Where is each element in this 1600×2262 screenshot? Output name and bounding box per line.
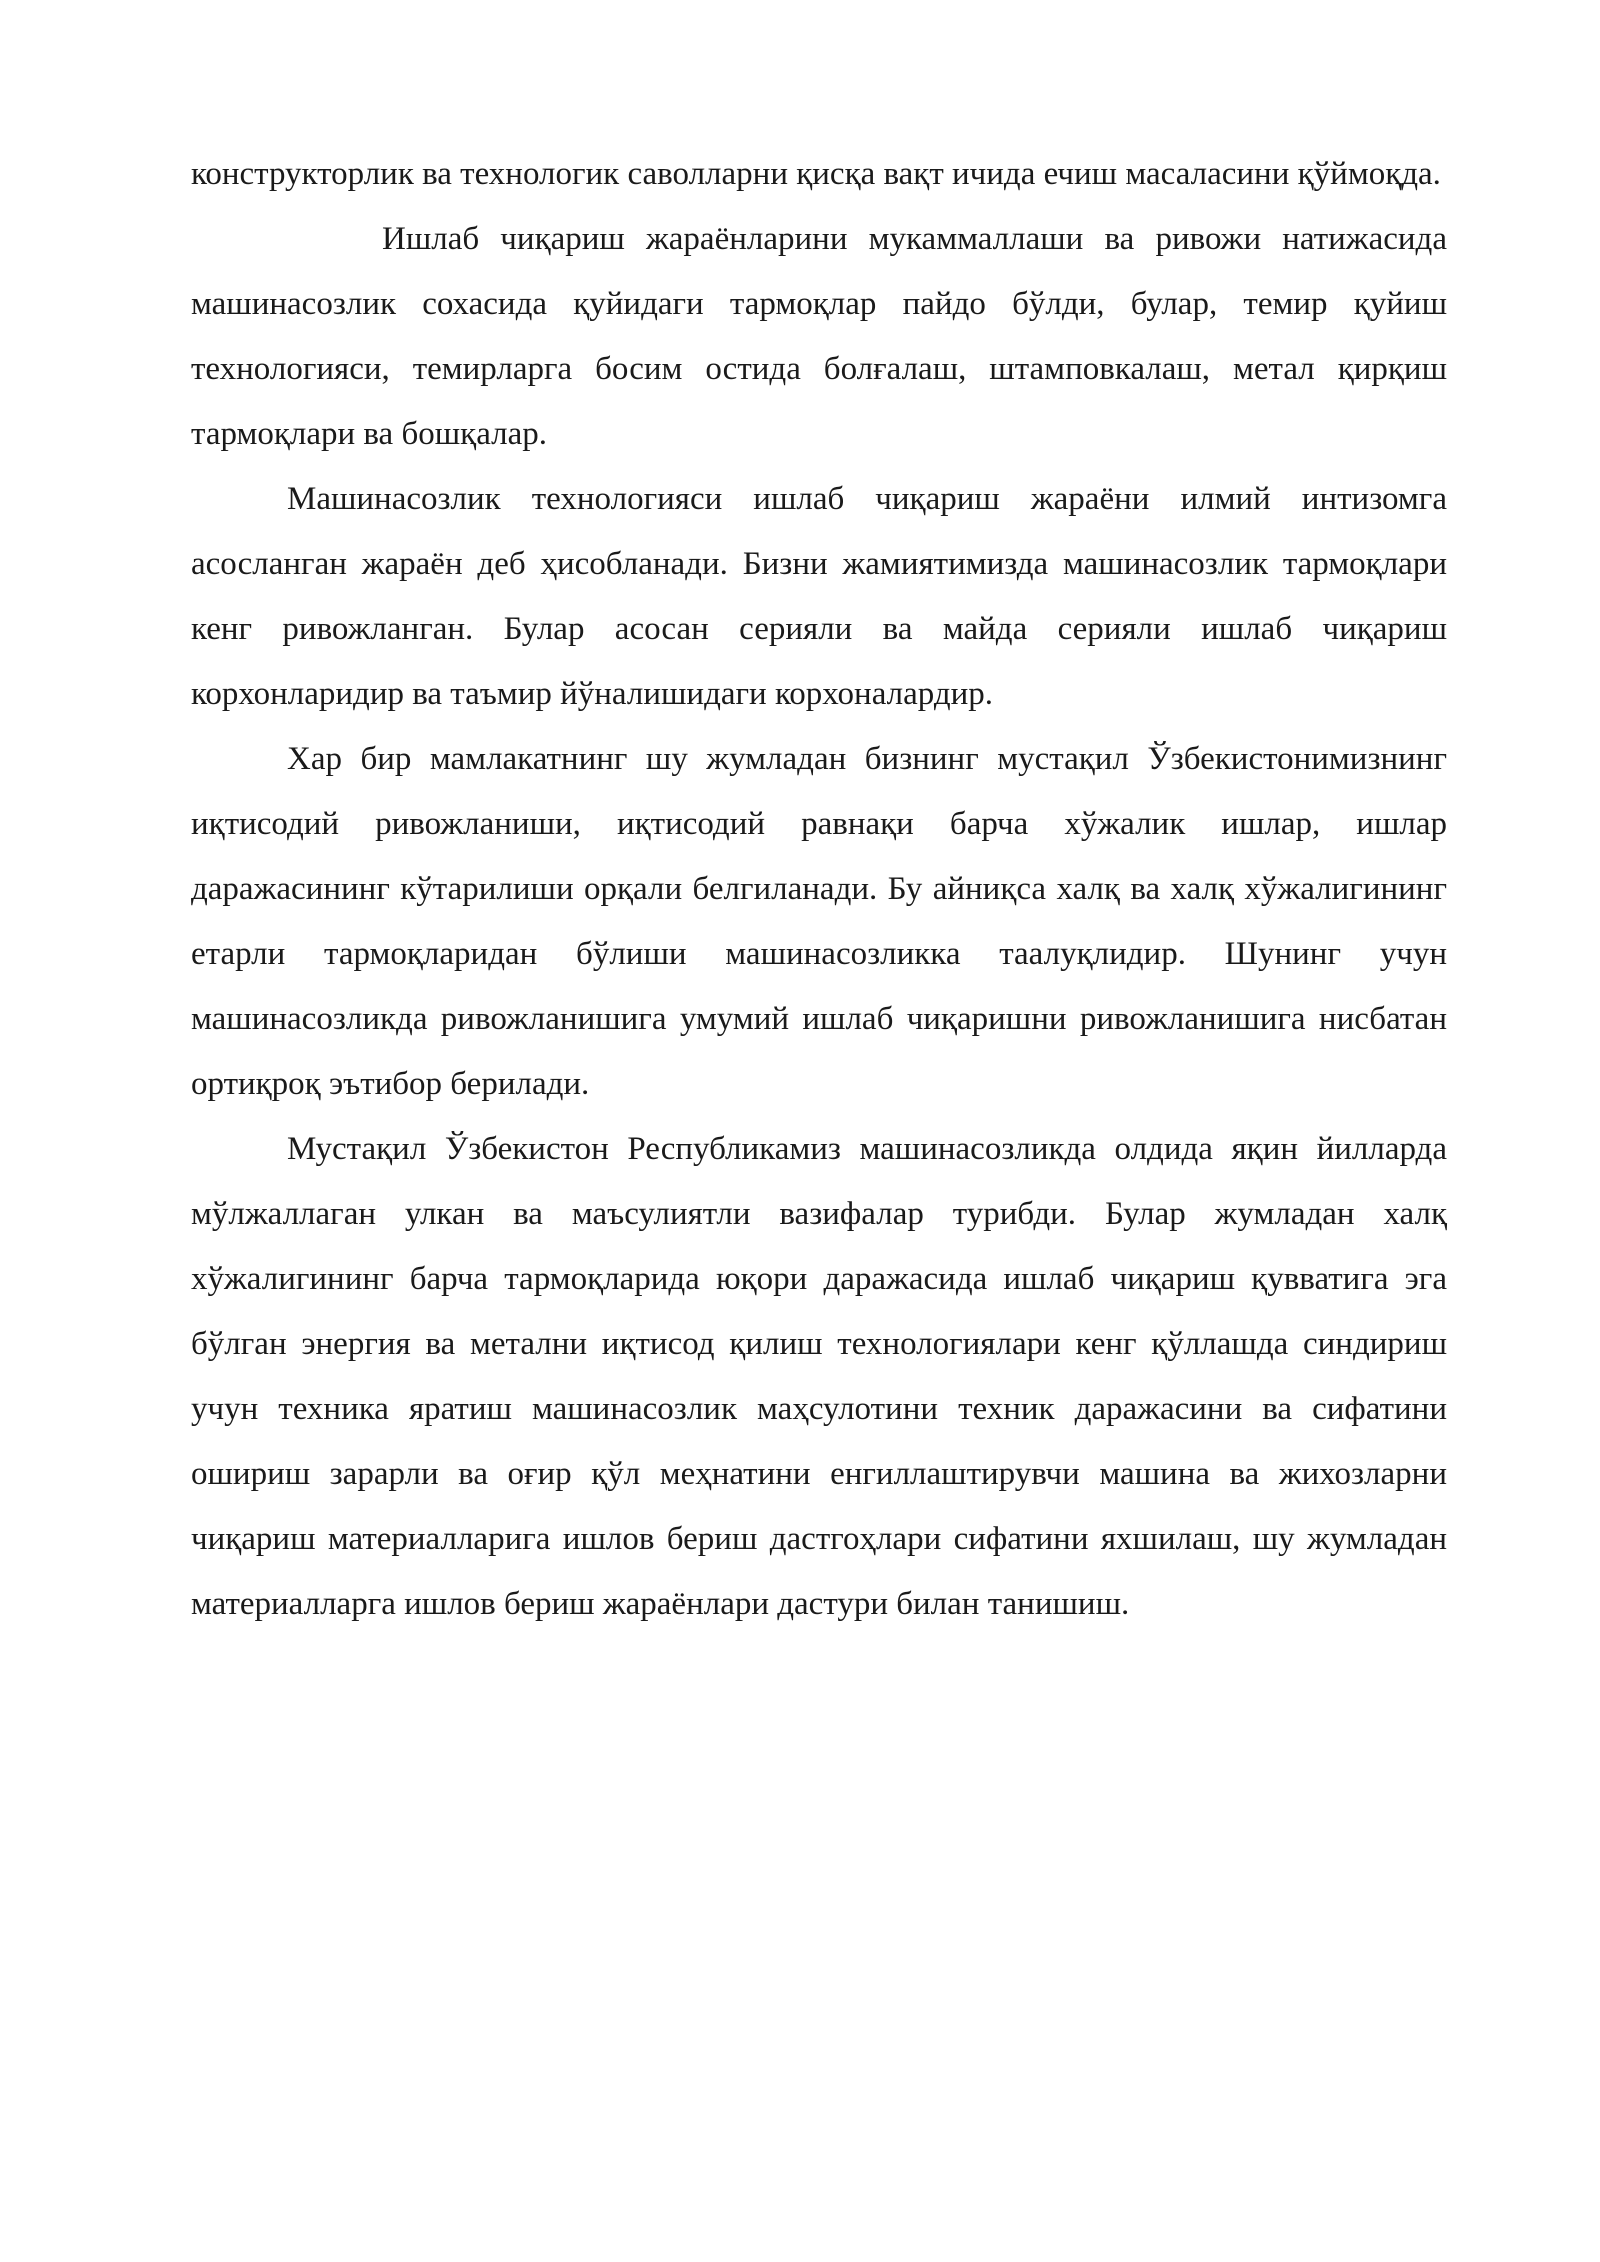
document-body (191, 142, 1447, 1637)
paragraph-4: Хар бир мамлакатнинг шу жумладан бизнинг мустақил Ўзбекистонимизнинг иқтисодий ривожланиши, иқтисодий равнақи барча хўжалик ишлар, ишлар даражасининг кўтарилиши орқали белгиланади. Бу айниқса халқ ва халқ хўжалигининг етарли тармоқларидан бўлиши машинасозликка таалуқлидир. Шунинг учун машинасозликда ривожланишига умумий ишлаб чиқаришни ривожланишига нисбатан ортиқроқ эътибор берилади. (191, 741, 1447, 1102)
paragraph-2: Ишлаб чиқариш жараёнларини мукаммаллаши ва ривожи натижасида машинасозлик сохасида қуйидаги тармоқлар пайдо бўлди, булар, темир қуйиш технологияси, темирларга босим остида болғалаш, штамповкалаш, метал қирқиш тармоқлари ва бошқалар. (191, 221, 1447, 452)
paragraph-3: Машинасозлик технологияси ишлаб чиқариш жараёни илмий интизомга асосланган жараён деб ҳисобланади. Бизни жамиятимизда машинасозлик тармоқлари кенг ривожланган. Булар асосан серияли ва майда серияли ишлаб чиқариш корхонларидир ва таъмир йўналишидаги корхоналардир. (191, 481, 1447, 712)
paragraph-5: Мустақил Ўзбекистон Республикамиз машинасозликда олдида яқин йилларда мўлжаллаган улкан ва маъсулиятли вазифалар турибди. Булар жумладан халқ хўжалигининг барча тармоқларида юқори даражасида ишлаб чиқариш қувватига эга бўлган энергия ва метални иқтисод қилиш технологиялари кенг қўллашда синдириш учун техника яратиш машинасозлик маҳсулотини техник даражасини ва сифатини ошириш зарарли ва оғир қўл меҳнатини енгиллаштирувчи машина ва жихозларни чиқариш материалларига ишлов бериш дастгоҳлари сифатини яхшилаш, шу жумладан материалларга ишлов бериш жараёнлари дастури билан танишиш. (191, 1131, 1447, 1622)
paragraph-1: конструкторлик ва технологик саволларни қисқа вақт ичида ечиш масаласини қўймоқда. (191, 156, 1441, 192)
